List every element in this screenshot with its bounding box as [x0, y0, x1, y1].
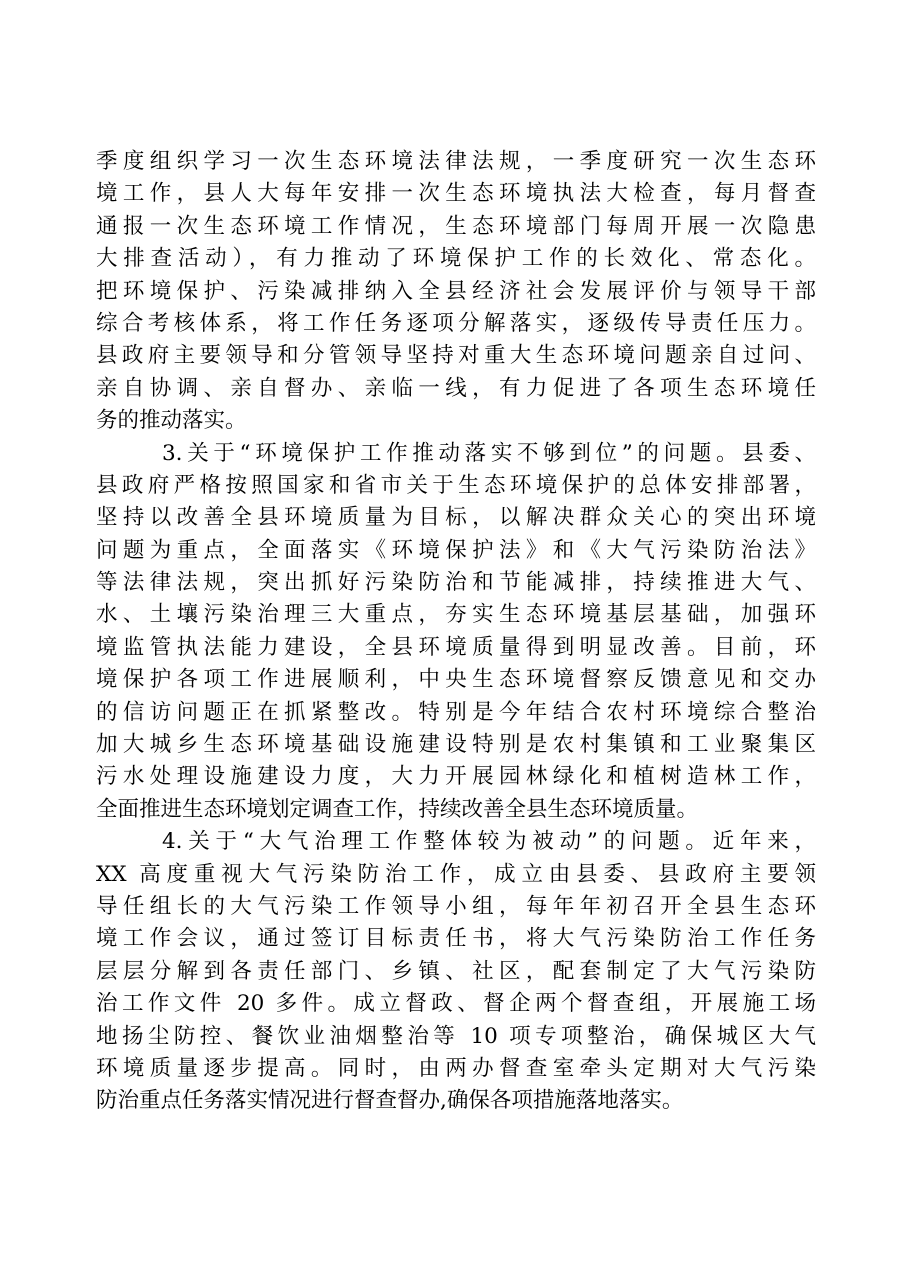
document-line: 境保护各项工作进展顺利，中央生态环境督察反馈意见和交办 — [96, 667, 816, 693]
document-line: 把环境保护、污染减排纳入全县经济社会发展评价与领导干部 — [96, 278, 816, 304]
document-line: 4.关于“大气治理工作整体较为被动”的问题。近年来， — [162, 829, 816, 855]
document-line: 通报一次生态环境工作情况，生态环境部门每周开展一次隐患 — [96, 213, 816, 239]
document-line: 的信访问题正在抓紧整改。特别是今年结合农村环境综合整治 — [96, 699, 816, 725]
document-line: 坚持以改善全县环境质量为目标，以解决群众关心的突出环境 — [96, 505, 816, 531]
document-line: 等法律法规，突出抓好污染防治和节能减排，持续推进大气、 — [96, 570, 816, 596]
document-line: 导任组长的大气污染工作领导小组，每年年初召开全县生态环 — [96, 893, 816, 919]
document-line: 大排查活动），有力推动了环境保护工作的长效化、常态化。 — [96, 246, 816, 272]
document-line: 境工作，县人大每年安排一次生态环境执法大检查，每月督查 — [96, 181, 816, 207]
document-line: 问题为重点，全面落实《环境保护法》和《大气污染防治法》 — [96, 537, 816, 563]
document-line: 综合考核体系，将工作任务逐项分解落实，逐级传导责任压力。 — [96, 310, 816, 336]
document-line: 环境质量逐步提高。同时，由两办督查室牵头定期对大气污染 — [96, 1055, 816, 1081]
document-line: 污水处理设施建设力度，大力开展园林绿化和植树造林工作， — [96, 764, 816, 790]
document-line: 加大城乡生态环境基础设施建设特别是农村集镇和工业聚集区 — [96, 732, 816, 758]
document-line: 境监管执法能力建设，全县环境质量得到明显改善。目前，环 — [96, 634, 816, 660]
document-line: 3.关于“环境保护工作推动落实不够到位”的问题。县委、 — [162, 440, 816, 466]
document-line: 全面推进生态环境划定调查工作，持续改善全县生态环境质量。 — [96, 796, 699, 822]
document-line: 县政府严格按照国家和省市关于生态环境保护的总体安排部署， — [96, 472, 816, 498]
document-line: 治工作文件 20 多件。成立督政、督企两个督查组，开展施工场 — [96, 991, 816, 1017]
document-line: 水、土壤污染治理三大重点，夯实生态环境基层基础，加强环 — [96, 602, 816, 628]
document-line: 防治重点任务落实情况进行督查督办,确保各项措施落地落实。 — [96, 1088, 684, 1114]
document-line: XX 高度重视大气污染防治工作，成立由县委、县政府主要领 — [96, 861, 816, 887]
document-line: 境工作会议，通过签订目标责任书，将大气污染防治工作任务 — [96, 926, 816, 952]
document-line: 亲自协调、亲自督办、亲临一线，有力促进了各项生态环境任 — [96, 375, 816, 401]
document-line: 务的推动落实。 — [96, 408, 247, 434]
document-line: 县政府主要领导和分管领导坚持对重大生态环境问题亲自过问、 — [96, 343, 816, 369]
document-line: 层层分解到各责任部门、乡镇、社区，配套制定了大气污染防 — [96, 958, 816, 984]
document-line: 地扬尘防控、餐饮业油烟整治等 10 项专项整治，确保城区大气 — [96, 1023, 816, 1049]
document-line: 季度组织学习一次生态环境法律法规，一季度研究一次生态环 — [96, 149, 816, 174]
document-body — [96, 146, 816, 1118]
